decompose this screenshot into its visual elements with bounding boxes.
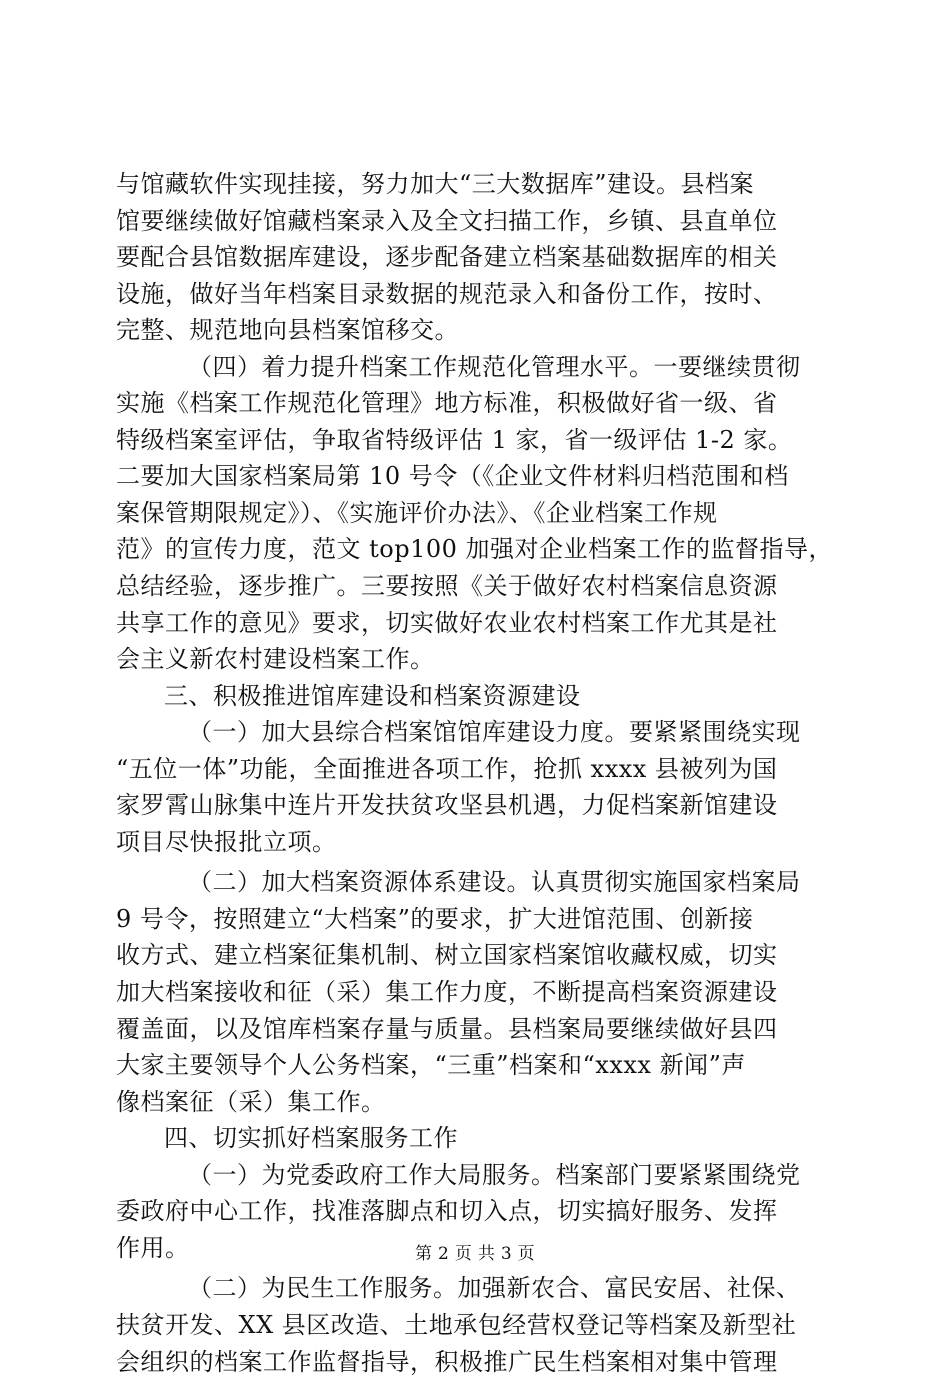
text-line: 总结经验，逐步推广。三要按照《关于做好农村档案信息资源 — [116, 568, 836, 605]
text-line: 会主义新农村建设档案工作。 — [116, 641, 836, 678]
text-line: 共享工作的意见》要求，切实做好农业农村档案工作尤其是社 — [116, 605, 836, 642]
paragraph-first-line: （一）为党委政府工作大局服务。档案部门要紧紧围绕党 — [116, 1157, 836, 1194]
section-heading: 三、积极推进馆库建设和档案资源建设 — [116, 678, 836, 715]
text-line: 项目尽快报批立项。 — [116, 824, 836, 861]
text-line: 作用。 — [116, 1230, 836, 1267]
text-line: 像档案征（采）集工作。 — [116, 1084, 836, 1121]
text-line: 实施《档案工作规范化管理》地方标准，积极做好省一级、省 — [116, 385, 836, 422]
text-line: 完整、规范地向县档案馆移交。 — [116, 312, 836, 349]
text-line: 覆盖面，以及馆库档案存量与质量。县档案局要继续做好县四 — [116, 1011, 836, 1048]
text-line: “五位一体”功能，全面推进各项工作，抢抓 xxxx 县被列为国 — [116, 751, 836, 788]
text-line: 委政府中心工作，找准落脚点和切入点，切实搞好服务、发挥 — [116, 1193, 836, 1230]
text-line: 范》的宣传力度，范文 top100 加强对企业档案工作的监督指导， — [116, 531, 836, 568]
page-number-footer: 第 2 页 共 3 页 — [0, 1243, 950, 1265]
text-line: 加大档案接收和征（采）集工作力度，不断提高档案资源建设 — [116, 974, 836, 1011]
text-line: 扶贫开发、XX 县区改造、土地承包经营权登记等档案及新型社 — [116, 1307, 836, 1344]
text-line: 与馆藏软件实现挂接，努力加大“三大数据库”建设。县档案 — [116, 166, 836, 203]
text-line: 案保管期限规定》）、《实施评价办法》、《企业档案工作规 — [116, 495, 836, 532]
paragraph-first-line: （二）为民生工作服务。加强新农合、富民安居、社保、 — [116, 1270, 836, 1307]
text-line: 9 号令，按照建立“大档案”的要求，扩大进馆范围、创新接 — [116, 901, 836, 938]
text-line: 会组织的档案工作监督指导，积极推广民生档案相对集中管理 — [116, 1344, 836, 1380]
text-line: 收方式、建立档案征集机制、树立国家档案馆收藏权威，切实 — [116, 937, 836, 974]
text-line: 大家主要领导个人公务档案，“三重”档案和“xxxx 新闻”声 — [116, 1047, 836, 1084]
paragraph-first-line: （一）加大县综合档案馆馆库建设力度。要紧紧围绕实现 — [116, 714, 836, 751]
text-line: 要配合县馆数据库建设，逐步配备建立档案基础数据库的相关 — [116, 239, 836, 276]
paragraph-first-line: （二）加大档案资源体系建设。认真贯彻实施国家档案局 — [116, 864, 836, 901]
text-line: 设施，做好当年档案目录数据的规范录入和备份工作，按时、 — [116, 276, 836, 313]
section-heading: 四、切实抓好档案服务工作 — [116, 1120, 836, 1157]
text-line: 家罗霄山脉集中连片开发扶贫攻坚县机遇，力促档案新馆建设 — [116, 787, 836, 824]
document-body — [116, 166, 836, 1380]
paragraph-first-line: （四）着力提升档案工作规范化管理水平。一要继续贯彻 — [116, 349, 836, 386]
text-line: 特级档案室评估，争取省特级评估 1 家，省一级评估 1-2 家。 — [116, 422, 836, 459]
text-line: 二要加大国家档案局第 10 号令（《企业文件材料归档范围和档 — [116, 458, 836, 495]
text-line: 馆要继续做好馆藏档案录入及全文扫描工作，乡镇、县直单位 — [116, 203, 836, 240]
